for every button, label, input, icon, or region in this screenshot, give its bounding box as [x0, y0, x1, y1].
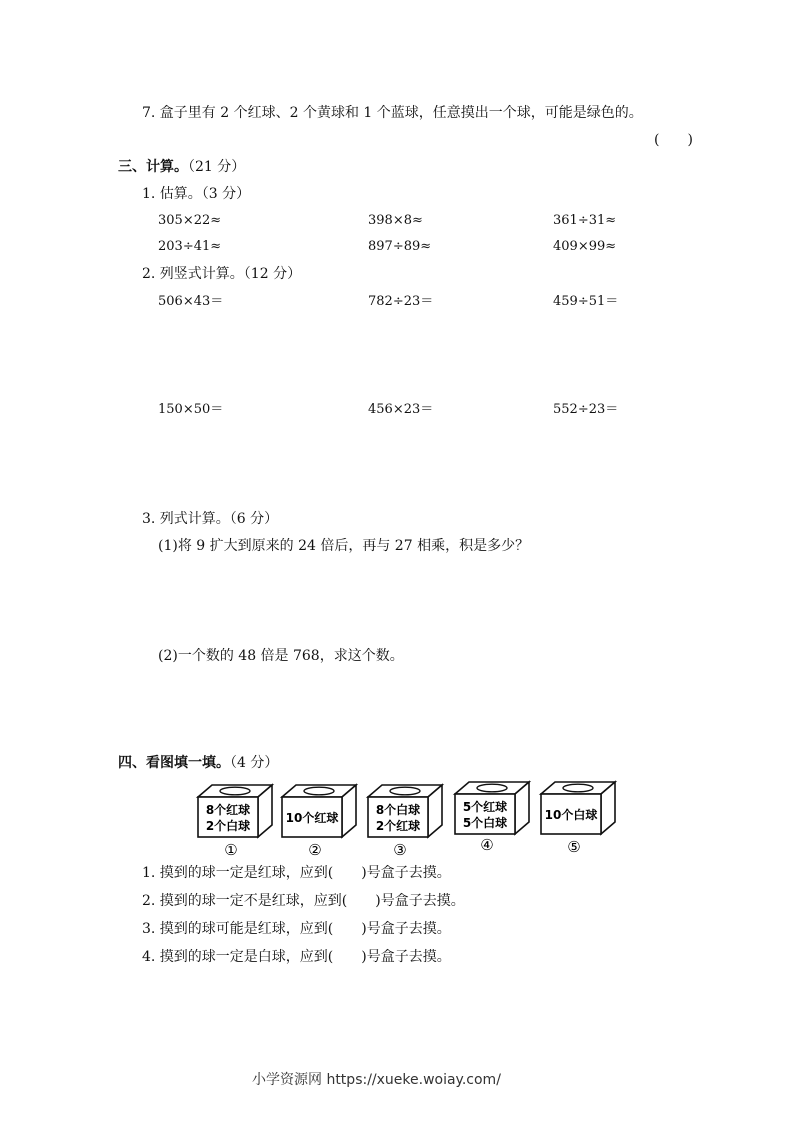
box-5-number: ⑤ [567, 838, 581, 856]
section-4-title: 四、看图填一填。 [118, 755, 230, 771]
estimate-item: 361÷31≈ [553, 213, 617, 228]
section-4-heading [118, 756, 278, 770]
part-2-title: 2. 列竖式计算。（12 分） [142, 266, 302, 282]
fill-question-4: 4. 摸到的球一定是白球，应到( )号盒子去摸。 [142, 949, 451, 965]
fill-question-1: 1. 摸到的球一定是红球，应到( )号盒子去摸。 [142, 865, 451, 881]
estimate-item: 203÷41≈ [158, 239, 222, 254]
ball-box-3 [368, 785, 442, 837]
estimate-item: 398×8≈ [368, 213, 423, 228]
footer-watermark: 小学资源网 https://xueke.woiay.com/ [252, 1072, 501, 1088]
box-4-line-2: 5个白球 [462, 816, 508, 830]
word-problem-1: (1)将 9 扩大到原来的 24 倍后，再与 27 相乘，积是多少？ [158, 538, 530, 554]
box-1-line-2: 2个白球 [205, 819, 251, 833]
section-3-heading [118, 160, 245, 174]
vertical-calc-item: 456×23＝ [368, 402, 434, 417]
question-7: 7. 盒子里有 2 个红球、2 个黄球和 1 个蓝球，任意摸出一个球，可能是绿色的。 [142, 105, 643, 121]
box-4-number: ④ [480, 836, 494, 854]
box-4-line-1: 5个红球 [462, 800, 508, 814]
box-1-line-1: 8个红球 [205, 803, 251, 817]
ball-boxes-figure [190, 780, 630, 862]
section-4-score: （4 分） [230, 755, 279, 771]
box-3-line-1: 8个白球 [375, 803, 421, 817]
ball-box-4 [455, 782, 529, 834]
part-3-title: 3. 列式计算。（6 分） [142, 511, 279, 527]
box-1-number: ① [224, 841, 238, 859]
vertical-calc-item: 506×43＝ [158, 294, 224, 309]
vertical-calc-item: 552÷23＝ [553, 402, 619, 417]
section-3-score: （21 分） [188, 159, 246, 175]
ball-box-5 [541, 782, 615, 834]
part-1-title: 1. 估算。（3 分） [142, 186, 251, 202]
box-2-number: ② [308, 841, 322, 859]
vertical-calc-item: 782÷23＝ [368, 294, 434, 309]
ball-box-1 [198, 785, 272, 837]
box-5-line-1: 10个白球 [544, 808, 598, 822]
ball-box-2 [282, 785, 356, 837]
estimate-item: 409×99≈ [553, 239, 617, 254]
fill-question-3: 3. 摸到的球可能是红球，应到( )号盒子去摸。 [142, 921, 451, 937]
vertical-calc-item: 150×50＝ [158, 402, 224, 417]
estimate-item: 897÷89≈ [368, 239, 432, 254]
word-problem-2: (2)一个数的 48 倍是 768，求这个数。 [158, 648, 404, 664]
fill-question-2: 2. 摸到的球一定不是红球，应到( )号盒子去摸。 [142, 893, 465, 909]
estimate-item: 305×22≈ [158, 213, 222, 228]
section-3-title: 三、计算。 [118, 159, 188, 175]
vertical-calc-item: 459÷51＝ [553, 294, 619, 309]
answer-paren-7: ( ) [654, 132, 693, 148]
box-3-number: ③ [393, 841, 407, 859]
box-3-line-2: 2个红球 [375, 819, 421, 833]
box-2-line-1: 10个红球 [285, 811, 339, 825]
